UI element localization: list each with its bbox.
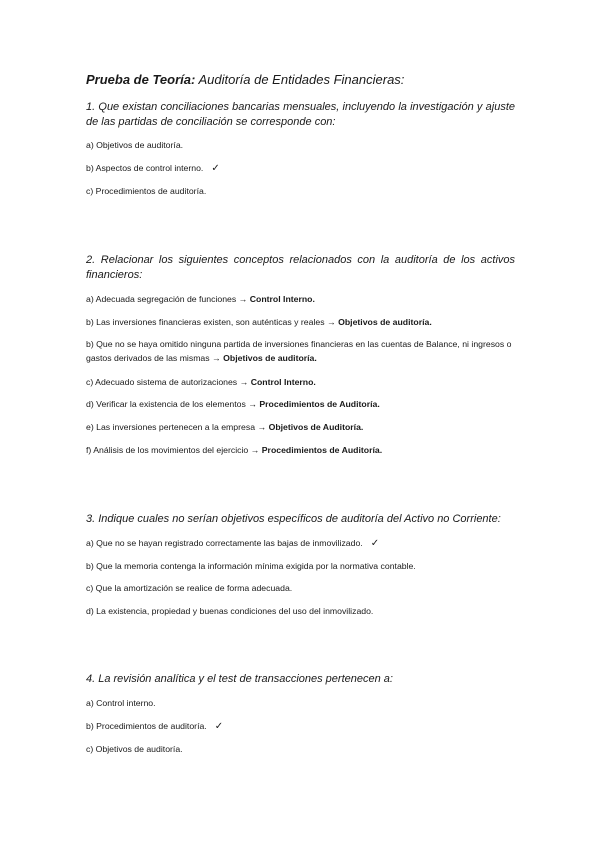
q2-item-3-text: b) Que no se haya omitido ninguna partida de inversiones financieras en las cuentas de Balance, ni ingresos o gastos derivados de las mismas — [86, 339, 512, 363]
q4-option-a: a) Control interno. — [86, 698, 156, 708]
q3-option-a-text: a) Que no se hayan registrado correctamente las bajas de inmovilizado. — [86, 538, 363, 548]
q2-item-4-answer: Control Interno. — [250, 377, 316, 387]
question-1: 1. Que existan conciliaciones bancarias mensuales, incluyendo la investigación y ajuste de las partidas de conciliación se corresponde con: — [86, 101, 515, 128]
q2-item-6 — [86, 420, 526, 434]
arrow-icon: → — [239, 377, 249, 387]
q1-option-a: a) Objetivos de auditoría. — [86, 140, 184, 150]
q2-item-1-text: a) Adecuada segregación de funciones — [86, 294, 237, 304]
arrow-icon: → — [326, 317, 336, 327]
check-icon: ✓ — [370, 538, 380, 549]
q3-option-c: c) Que la amortización se realice de forma adecuada. — [86, 583, 293, 593]
q4-option-b — [86, 719, 526, 734]
q2-item-3 — [86, 337, 518, 365]
q2-item-7-answer: Procedimientos de Auditoría. — [261, 445, 383, 455]
q2-item-5-text: d) Verificar la existencia de los elementos — [86, 399, 246, 409]
q2-item-1-answer: Control Interno. — [249, 294, 315, 304]
question-3: 3. Indique cuales no serían objetivos específicos de auditoría del Activo no Corriente: — [86, 513, 501, 525]
q2-item-4 — [86, 375, 526, 389]
q2-item-2 — [86, 315, 526, 329]
q2-item-5 — [86, 397, 526, 411]
q2-item-5-answer: Procedimientos de Auditoría. — [259, 399, 380, 409]
arrow-icon: → — [257, 422, 267, 432]
arrow-icon: → — [238, 294, 248, 304]
q2-item-3-answer: Objetivos de auditoría. — [223, 353, 317, 363]
q1-option-b — [86, 161, 526, 176]
arrow-icon: → — [248, 399, 257, 409]
q2-item-4-text: c) Adecuado sistema de autorizaciones — [86, 377, 238, 387]
arrow-icon: → — [250, 445, 260, 455]
q3-option-b: b) Que la memoria contenga la información mínima exigida por la normativa contable. — [86, 561, 416, 571]
q2-item-7 — [86, 443, 526, 457]
q2-item-6-text: e) Las inversiones pertenecen a la empresa — [86, 422, 256, 432]
arrow-icon: → — [212, 353, 221, 363]
page-title — [86, 72, 526, 87]
q2-item-2-text: b) Las inversiones financieras existen, son auténticas y reales — [86, 317, 325, 327]
question-4: 4. La revisión analítica y el test de transacciones pertenecen a: — [86, 673, 393, 685]
q4-option-c: c) Objetivos de auditoría. — [86, 744, 183, 754]
q2-item-2-answer: Objetivos de auditoría. — [338, 317, 432, 327]
q4-option-b-text: b) Procedimientos de auditoría. — [86, 721, 207, 731]
q2-item-1 — [86, 292, 526, 306]
q1-option-b-text: b) Aspectos de control interno. — [86, 163, 204, 173]
title-rest: Auditoría de Entidades Financieras: — [195, 72, 405, 87]
q3-option-a — [86, 536, 526, 551]
check-icon: ✓ — [211, 163, 220, 174]
question-2: 2. Relacionar los siguientes conceptos relacionados con la auditoría de los activos financieros: — [86, 254, 515, 281]
q2-item-7-text: f) Análisis de los movimientos del ejercicio — [86, 445, 249, 455]
q1-option-c: c) Procedimientos de auditoría. — [86, 186, 207, 196]
q2-item-6-answer: Objetivos de Auditoría. — [268, 422, 364, 432]
check-icon: ✓ — [214, 721, 224, 732]
title-bold: Prueba de Teoría: — [86, 72, 196, 87]
q3-option-d: d) La existencia, propiedad y buenas condiciones del uso del inmovilizado. — [86, 606, 374, 616]
